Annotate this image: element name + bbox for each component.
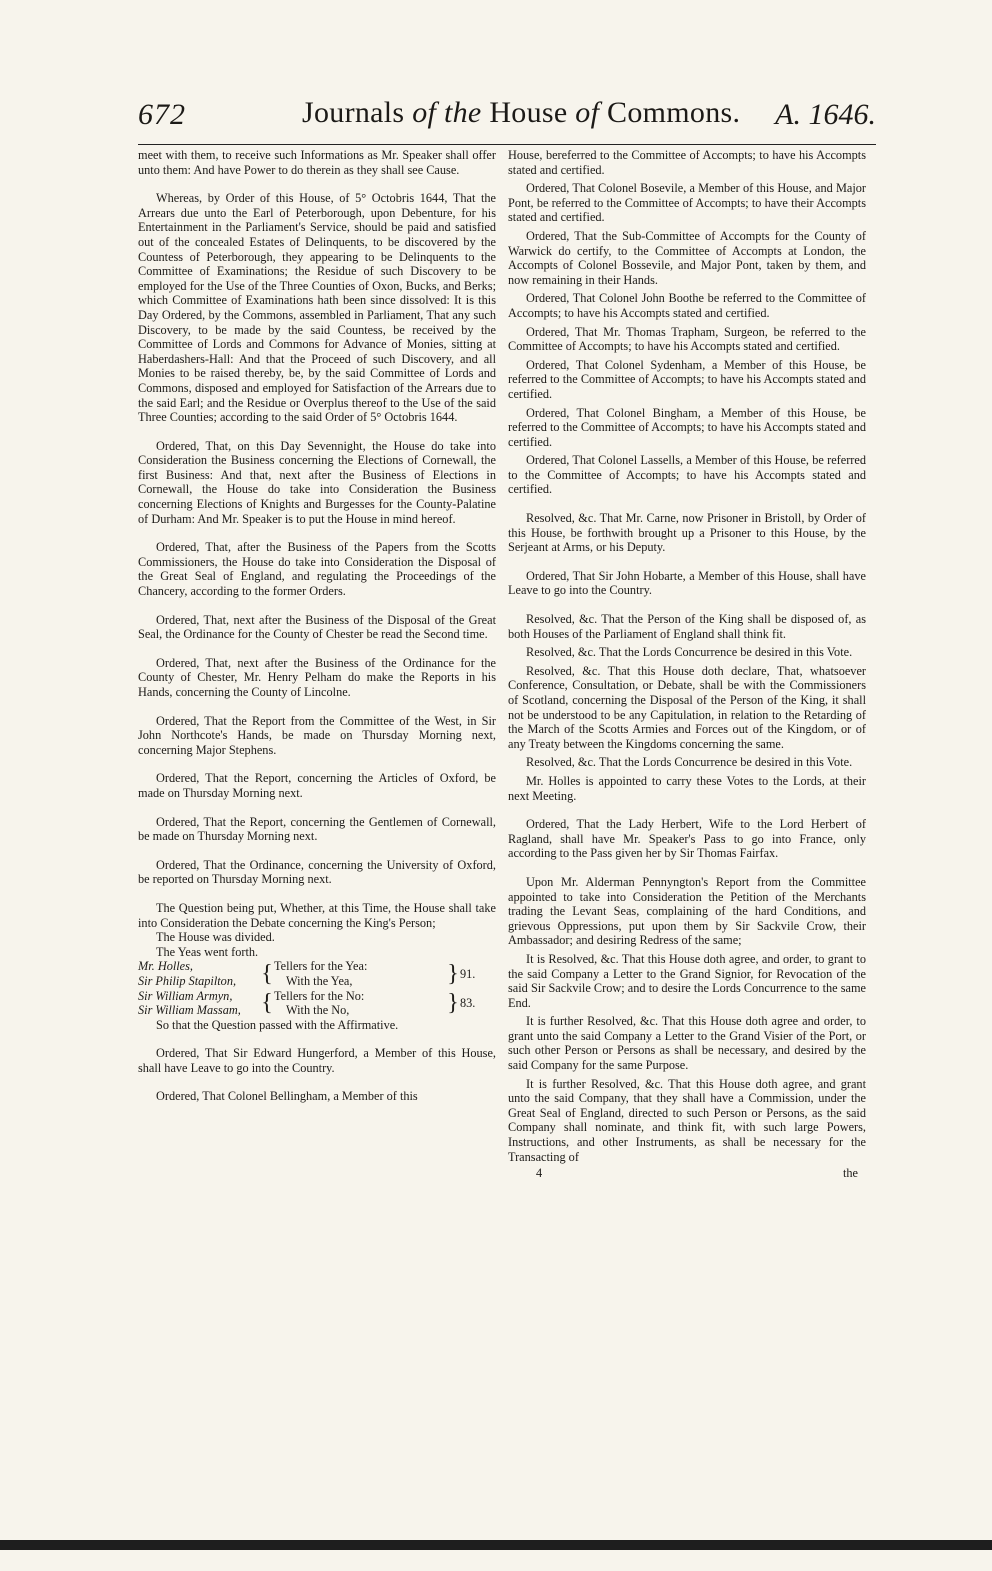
teller-name: Sir Philip Stapilton, xyxy=(138,973,237,988)
paragraph: Resolved, &c. That this House doth declare, That, whatsoever Conference, Consultation, or Debate, shall be with the Commissioners of Scotland, concerning the Disposal of the Person of the King, it shall not be understood to be any Capitulation, in relation to the Retarding of the March of the Scotts Armies and Forces out of the Kingdom, or of any Treaty between the Kingdoms concerning the same. xyxy=(508,663,866,751)
paragraph: Resolved, &c. That Mr. Carne, now Prisoner in Bristoll, by Order of this House, be forthwith brought up a Prisoner to this House, by the Serjeant at Arms, or his Deputy. xyxy=(508,511,866,555)
paragraph: Ordered, That Colonel Bosevile, a Member of this House, and Major Pont, be referred to the Committee of Accompts; to have their Accompts stated and certified. xyxy=(508,181,866,225)
paragraph: Ordered, That the Report, concerning the Gentlemen of Cornewall, be made on Thursday Morning next. xyxy=(138,814,496,844)
catchword-line xyxy=(508,1166,866,1180)
title-commons: Commons. xyxy=(607,96,741,129)
catchword: the xyxy=(842,1166,858,1181)
paragraph: Ordered, That Colonel Bingham, a Member of this House, be referred to the Committee of Accompts; to have his Accompts stated and certified. xyxy=(508,405,866,449)
paragraph: House, bereferred to the Committee of Accompts; to have his Accompts stated and certified. xyxy=(508,148,866,177)
paragraph: Upon Mr. Alderman Pennyngton's Report from the Committee appointed to take into Consideration the Petition of the Merchants trading the Levant Seas, complaining of the hard Conditions, and grievous Oppressions, put upon them by Sir Sackvile Crow, their Ambassador; and desiring Redress of the same; xyxy=(508,874,866,948)
paragraph: Ordered, That Colonel John Boothe be referred to the Committee of Accompts; to have his Accompts stated and certified. xyxy=(508,291,866,320)
paragraph: It is further Resolved, &c. That this House doth agree, and grant unto the said Company, that they shall have a Commission, under the Great Seal of England, directed to such Person or Persons, as the said Company shall nominate, and think fit, with such large Powers, Instructions, and other Instruments, as shall be necessary for the Transacting of xyxy=(508,1076,866,1164)
vote-count: 83. xyxy=(460,995,476,1010)
teller-name: Sir William Massam, xyxy=(138,1003,241,1018)
right-column xyxy=(508,148,866,1180)
teller-row xyxy=(138,974,496,989)
teller-role: With the No, xyxy=(286,1003,350,1018)
brace: } xyxy=(447,990,459,1017)
brace: } xyxy=(447,960,459,987)
paragraph: Ordered, That Colonel Bellingham, a Member of this xyxy=(156,1089,418,1104)
paragraph: Ordered, That the Ordinance, concerning the University of Oxford, be reported on Thursday Morning next. xyxy=(138,857,496,887)
title-of-2: of xyxy=(575,96,600,129)
teller-row xyxy=(138,989,496,1004)
teller-role: With the Yea, xyxy=(286,973,353,988)
paragraph: Ordered, That Colonel Sydenham, a Member of this House, be referred to the Committee of Accompts; to have his Accompts stated and certified. xyxy=(508,357,866,401)
tellers-table xyxy=(138,959,496,1017)
paragraph: Ordered, That, after the Business of the Papers from the Scotts Commissioners, the House do take into Consideration the Disposal of the Great Seal of England, and regulating the Proceedings of the Chancery, according to the former Orders. xyxy=(138,540,496,599)
brace: { xyxy=(261,990,273,1017)
paragraph: Ordered, That Sir Edward Hungerford, a Member of this House, shall have Leave to go into the Country. xyxy=(138,1046,496,1075)
title-house: House xyxy=(489,96,568,129)
paragraph: Ordered, That Mr. Thomas Trapham, Surgeon, be referred to the Committee of Accompts; to have his Accompts stated and certified. xyxy=(508,324,866,354)
page-number: 672 xyxy=(138,98,186,131)
running-title xyxy=(302,96,740,130)
paragraph: Resolved, &c. That the Person of the King shall be disposed of, as both Houses of the Parliament of England shall think fit. xyxy=(508,612,866,641)
paragraph: It is Resolved, &c. That this House doth agree, and order, to grant to the said Company a Letter to the Grand Signior, for Revocation of the said Sir Sackvile Crow; and to desire the Lords Concurrence to the same End. xyxy=(508,951,866,1010)
teller-role: Tellers for the Yea: xyxy=(274,959,368,974)
paragraph: Mr. Holles is appointed to carry these Votes to the Lords, at their next Meeting. xyxy=(508,773,866,803)
paragraph: Ordered, That, next after the Business of the Ordinance for the County of Chester, Mr. Henry Pelham do make the Reports in his Hands, concerning the County of Lincolne. xyxy=(138,655,496,699)
teller-row xyxy=(138,959,496,974)
paragraph: Resolved, &c. That the Lords Concurrence be desired in this Vote. xyxy=(526,755,853,770)
paragraph: Ordered, That, next after the Business of the Disposal of the Great Seal, the Ordinance for the County of Chester be read the Second time. xyxy=(138,612,496,642)
paragraph: Whereas, by Order of this House, of 5° Octobris 1644, That the Arrears due unto the Earl of Peterborough, upon Debenture, for his Entertainment in the Parliament's Service, should be paid and satisfied out of the concealed Estates of Delinquents, to be discovered by the Countess of Peterborough, they appearing to be Delinquents to the Committee of Examinations; the Residue of such Discovery to be employed for the Use of the Three Counties of Oxon, Bucks, and Berks; which Committee of Examinations hath been since dissolved: It is this Day Ordered, by the Commons, assembled in Parliament, That any such Discovery, to be made by the said Countess, be received by the Committee of Lords and Commons for Advance of Monies, sitting at Haberdashers-Hall: And that the Proceed of such Discovery, and all Monies to be raised thereby, be, by the said Committee of Lords and Commons, disposed and employed for Satisfaction of the Arrears due to the said Earl; and the Residue or Overplus thereof to the Use of the said Three Counties; according to the said Order of 5° Octobris 1644. xyxy=(138,191,496,425)
paragraph: Ordered, That, on this Day Sevennight, the House do take into Consideration the Business concerning the Elections of Cornewall, the first Business: And that, next after the Business of Elections in Cornewall, the House do take into Consideration the Business concerning Elections of Knights and Burgesses for the County-Palatine of Durham: And Mr. Speaker is to put the House in mind hereof. xyxy=(138,438,496,526)
year: A. 1646. xyxy=(775,98,876,131)
teller-role: Tellers for the No: xyxy=(274,988,365,1003)
vote-count: 91. xyxy=(460,966,476,981)
teller-row xyxy=(138,1003,496,1018)
paragraph: Resolved, &c. That the Lords Concurrence be desired in this Vote. xyxy=(526,645,853,660)
title-journals: Journals xyxy=(302,96,405,129)
brace: { xyxy=(261,960,273,987)
paragraph: meet with them, to receive such Informations as Mr. Speaker shall offer unto them: And have Power to do therein as they shall see Cause. xyxy=(138,148,496,177)
paragraph: Ordered, That the Lady Herbert, Wife to the Lord Herbert of Ragland, shall have Mr. Speaker's Pass to go into France, only according to the Pass given her by Sir Thomas Fairfax. xyxy=(508,817,866,861)
division-line: The Yeas went forth. xyxy=(156,944,259,959)
paragraph: Ordered, That Sir John Hobarte, a Member of this House, shall have Leave to go into the Country. xyxy=(508,568,866,598)
teller-name: Sir William Armyn, xyxy=(138,988,233,1003)
division-line: The House was divided. xyxy=(156,930,275,945)
bottom-border xyxy=(0,1540,992,1550)
paragraph: Ordered, That the Report from the Committee of the West, in Sir John Northcote's Hands, be made on Thursday Morning next, concerning Major Stephens. xyxy=(138,713,496,757)
signature-mark: 4 xyxy=(536,1166,543,1181)
left-column xyxy=(138,148,496,1104)
paragraph: The Question being put, Whether, at this Time, the House shall take into Consideration the Debate concerning the King's Person; xyxy=(138,900,496,930)
paragraph: Ordered, That Colonel Lassells, a Member of this House, be referred to the Committee of Accompts; to have his Accompts stated and certified. xyxy=(508,453,866,497)
teller-name: Mr. Holles, xyxy=(138,959,193,974)
title-the: the xyxy=(443,96,482,129)
division-result: So that the Question passed with the Affirmative. xyxy=(156,1017,399,1032)
paragraph: It is further Resolved, &c. That this House doth agree and order, to grant unto the said Company a Letter to the Grand Visier of the Port, or such other Person or Persons as shall be necessary, and desired by the said Company for the same Purpose. xyxy=(508,1014,866,1073)
running-header xyxy=(138,96,876,145)
paragraph: Ordered, That the Report, concerning the Articles of Oxford, be made on Thursday Morning next. xyxy=(138,771,496,800)
title-of: of xyxy=(412,96,437,129)
paragraph: Ordered, That the Sub-Committee of Accompts for the County of Warwick do certify, to the Committee of Accompts at London, the Accompts of Colonel Bossevile, and Major Pont, taken by them, and now remaining in their Hands. xyxy=(508,228,866,287)
